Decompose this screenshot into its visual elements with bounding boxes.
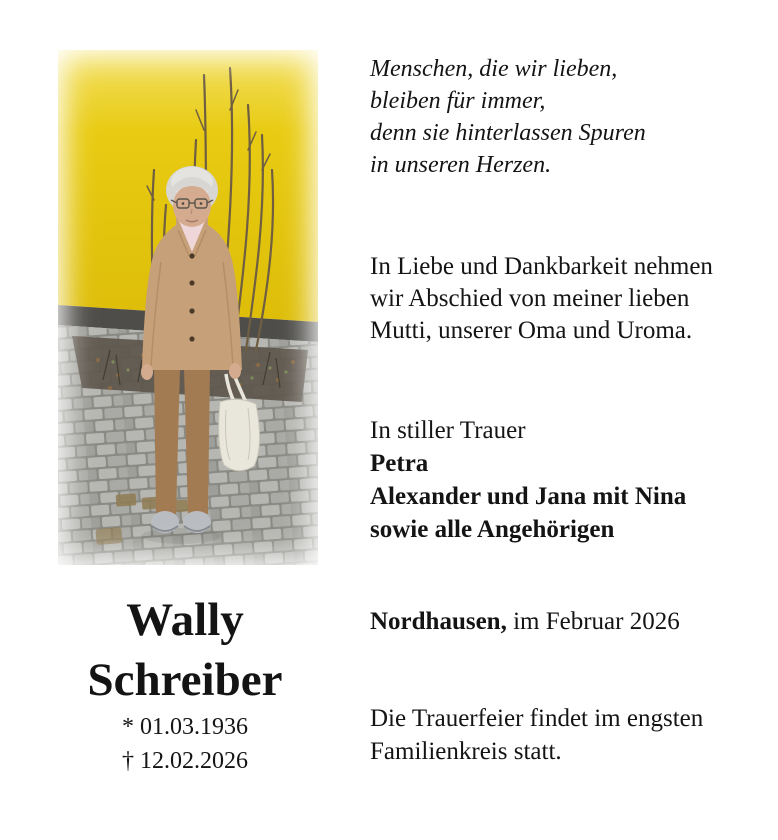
poem-line: denn sie hinterlassen Spuren <box>370 120 646 146</box>
memorial-poem <box>370 53 750 181</box>
birth-date: * 01.03.1936 <box>122 714 248 740</box>
poem-line: Menschen, die wir lieben, <box>370 56 618 82</box>
place-date-line <box>370 606 770 638</box>
poem-line: bleiben für immer, <box>370 88 546 114</box>
text-line: Die Trauerfeier findet im engsten <box>370 705 704 732</box>
ground-shadow <box>141 528 221 544</box>
mourner-name: sowie alle Angehörigen <box>370 516 615 543</box>
mourners-section <box>370 414 760 546</box>
place-name: Nordhausen, <box>370 608 507 635</box>
text-line: wir Abschied von meiner lieben <box>370 285 690 312</box>
last-name: Schreiber <box>87 654 283 706</box>
deceased-name <box>40 590 330 710</box>
ceremony-note <box>370 702 760 768</box>
mourning-lead: In stiller Trauer <box>370 417 526 444</box>
mourner-name: Petra <box>370 450 429 477</box>
death-date: † 12.02.2026 <box>122 748 248 774</box>
first-name: Wally <box>126 594 244 646</box>
text-line: Mutti, unserer Oma und Uroma. <box>370 317 693 344</box>
poem-line: in unseren Herzen. <box>370 152 552 178</box>
farewell-text <box>370 251 760 347</box>
life-dates <box>40 710 330 778</box>
text-line: Familienkreis statt. <box>370 738 562 765</box>
mourner-name: Alexander und Jana mit Nina <box>370 483 687 510</box>
face <box>173 185 211 227</box>
portrait-photo <box>58 50 318 565</box>
text-line: In Liebe und Dankbarkeit nehmen <box>370 253 713 280</box>
date-text: im Februar 2026 <box>506 608 680 635</box>
mourners-names <box>370 447 760 546</box>
